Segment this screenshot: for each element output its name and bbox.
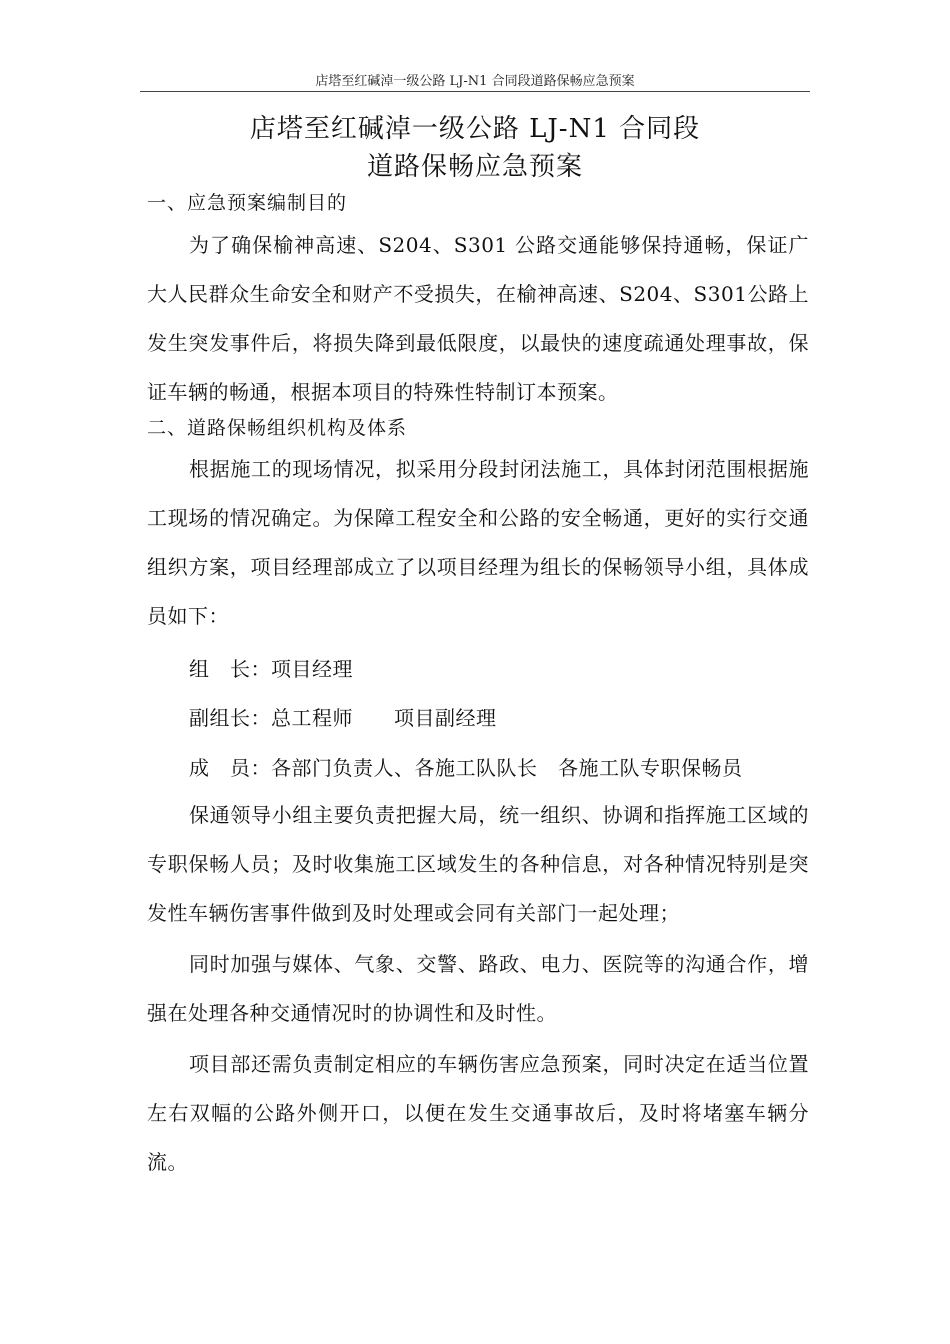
- leader-line: 组 长：项目经理: [189, 657, 353, 681]
- document-title-line1: 店塔至红碱淖一级公路 LJ-N1 合同段: [249, 114, 701, 144]
- section2-paragraph4: 项目部还需负责制定相应的车辆伤害应急预案，同时决定在适当位置左右双幅的公路外侧开口，以便在发生交通事故后，及时将堵塞车辆分流。: [147, 1052, 809, 1174]
- deputy-line: 副组长：总工程师 项目副经理: [189, 706, 497, 730]
- header-rule: [140, 91, 810, 92]
- section2-paragraph3: 同时加强与媒体、气象、交警、路政、电力、医院等的沟通合作，增强在处理各种交通情况时的协调性和及时性。: [147, 952, 809, 1025]
- section2-paragraph2: 保通领导小组主要负责把握大局，统一组织、协调和指挥施工区域的专职保畅人员；及时收集施工区域发生的各种信息，对各种情况特别是突发性车辆伤害事件做到及时处理或会同有关部门一起处理；: [147, 803, 809, 925]
- section1-heading: 一、应急预案编制目的: [147, 192, 348, 214]
- section2-heading: 二、道路保畅组织机构及体系: [147, 417, 408, 439]
- members-line: 成 员：各部门负责人、各施工队队长 各施工队专职保畅员: [189, 756, 743, 780]
- running-header: 店塔至红碱淖一级公路 LJ-N1 合同段道路保畅应急预案: [315, 74, 635, 89]
- section2-paragraph1: 根据施工的现场情况，拟采用分段封闭法施工，具体封闭范围根据施工现场的情况确定。为保障工程安全和公路的安全畅通，更好的实行交通组织方案，项目经理部成立了以项目经理为组长的保畅领导小组，具体成员如下：: [147, 457, 809, 628]
- section1-paragraph: 为了确保榆神高速、S204、S301 公路交通能够保持通畅，保证广大人民群众生命安全和财产不受损失，在榆神高速、S204、S301公路上发生突发事件后，将损失降到最低限度，以最快的速度疏通处理事故，保证车辆的畅通，根据本项目的特殊性特制订本预案。: [147, 233, 809, 404]
- document-title-line2: 道路保畅应急预案: [366, 152, 583, 182]
